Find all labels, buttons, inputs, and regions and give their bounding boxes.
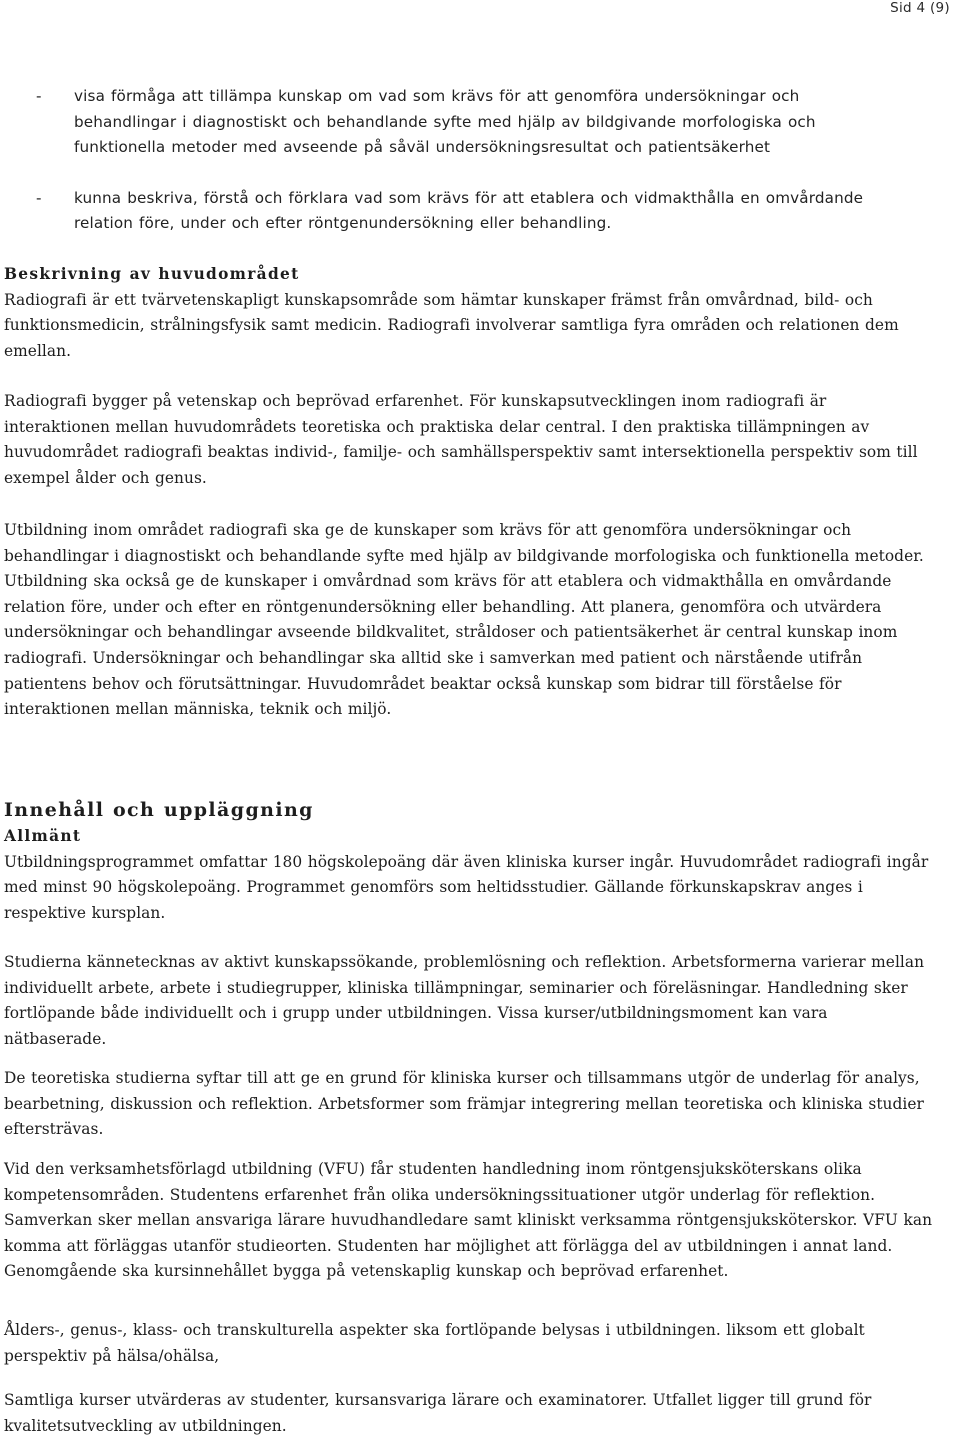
main-area-section: [4, 262, 934, 364]
paragraph: Utbildning inom området radiografi ska ge de kunskaper som krävs för att genomföra undersökningar och behandlingar i diagnostiskt och behandlande syfte med hjälp av bildgivande morfologiska och funktionella metoder. Utbildning ska också ge de kunskaper i omvårdnad som krävs för att etablera och vidmakthålla en omvårdande relation före, under och efter en röntgenundersökning eller behandling. Att planera, genomföra och utvärdera undersökningar och behandlingar avseende bildkvalitet, stråldoser och patientsäkerhet är central kunskap inom radiografi. Undersökningar och behandlingar ska alltid ske i samverkan med patient och närstående utifrån patientens behov och förutsättningar. Huvudområdet beaktar också kunskap som bidrar till förståelse för interaktionen mellan människa, teknik och miljö.: [4, 521, 924, 719]
paragraph: Radiografi bygger på vetenskap och beprövad erfarenhet. För kunskapsutvecklingen inom radiografi är interaktionen mellan huvudområdets teoretiska och praktiska delar central. I den praktiska tillämpningen av huvudområdet radiografi beaktas individ-, familje- och samhällsperspektiv samt intersektionella perspektiv som till exempel ålder och genus.: [4, 392, 918, 487]
list-item-text: visa förmåga att tillämpa kunskap om vad som krävs för att genomföra undersökningar och behandlingar i diagnostiskt och behandlande syfte med hjälp av bildgivande morfologiska och funktionella metoder med avseende på såväl undersökningsresultat och patientsäkerhet: [74, 87, 816, 156]
paragraph-block: [4, 389, 934, 491]
list-item: [0, 186, 960, 237]
paragraph: Radiografi är ett tvärvetenskapligt kunskapsområde som hämtar kunskaper främst från omvårdnad, bild- och funktionsmedicin, strålningsfysik samt medicin. Radiografi involverar samtliga fyra områden och relationen dem emellan.: [4, 290, 899, 360]
section-heading-main-area: Beskrivning av huvudområdet: [4, 265, 300, 283]
paragraph: Utbildningsprogrammet omfattar 180 högskolepoäng där även kliniska kurser ingår. Huvudområdet radiografi ingår med minst 90 högskolepoäng. Programmet genomförs som heltidsstudier. Gällande förkunskapskrav anges i respektive kursplan.: [4, 852, 929, 922]
paragraph-block: [4, 518, 934, 723]
paragraph: Samtliga kurser utvärderas av studenter, kursansvariga lärare och examinatorer. Utfallet ligger till grund för kvalitetsutveckling av utbildningen.: [4, 1391, 872, 1435]
paragraph: De teoretiska studierna syftar till att ge en grund för kliniska kurser och tillsammans utgör de underlag för analys, bearbetning, diskussion och reflektion. Arbetsformer som främjar integrering mellan teoretiska och kliniska studier eftersträvas.: [4, 1069, 924, 1139]
paragraph: Ålders-, genus-, klass- och transkulturella aspekter ska fortlöpande belysas i utbildningen. liksom ett globalt perspektiv på hälsa/ohälsa,: [4, 1321, 865, 1365]
page-number: Sid 4 (9): [890, 0, 950, 16]
paragraph-block: [4, 1318, 934, 1369]
subheading-general: Allmänt: [4, 827, 82, 845]
bullet-dash: -: [36, 188, 42, 207]
section-heading-content: Innehåll och uppläggning: [4, 799, 314, 821]
list-item-text: kunna beskriva, förstå och förklara vad som krävs för att etablera och vidmakthålla en omvårdande relation före, under och efter röntgenundersökning eller behandling.: [74, 188, 864, 232]
bullet-dash: -: [36, 87, 42, 105]
paragraph-block: [4, 1157, 934, 1285]
paragraph-block: [4, 1388, 934, 1439]
list-item: [0, 84, 960, 161]
paragraph-block: [4, 950, 934, 1052]
paragraph: Vid den verksamhetsförlagd utbildning (VFU) får studenten handledning inom röntgensjuksköterskans olika kompetensområden. Studentens erfarenhet från olika undersökningssituationer utgör underlag för reflektion. Samverkan sker mellan ansvariga lärare huvudhandledare samt kliniskt verksamma röntgensjuksköterskor. VFU kan komma att förläggas utanför studieorten. Studenten har möjlighet att förlägga del av utbildningen i annat land. Genomgående ska kursinnehållet bygga på vetenskaplig kunskap och beprövad erfarenhet.: [4, 1160, 933, 1281]
objectives-list: [0, 84, 960, 237]
paragraph-block: [4, 1066, 934, 1143]
content-section: [4, 796, 934, 926]
paragraph: Studierna kännetecknas av aktivt kunskapssökande, problemlösning och reflektion. Arbetsformerna varierar mellan individuellt arbete, arbete i studiegrupper, kliniska tillämpningar, seminarier och föreläsningar. Handledning sker fortlöpande både individuellt och i grupp under utbildningen. Vissa kurser/utbildningsmoment kan vara nätbaserade.: [4, 953, 925, 1048]
